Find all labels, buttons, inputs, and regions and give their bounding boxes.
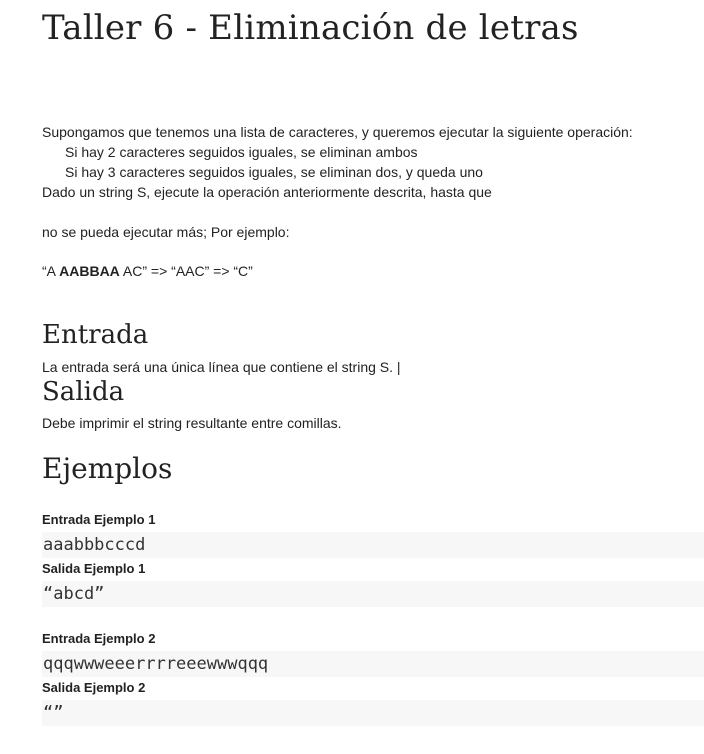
entrada-heading: Entrada bbox=[42, 320, 149, 350]
example-suffix: AC” => “AAC” => “C” bbox=[119, 263, 253, 279]
example-output-code: “” bbox=[42, 700, 704, 726]
example-input-label: Entrada Ejemplo 1 bbox=[42, 512, 156, 527]
example-output-label: Salida Ejemplo 1 bbox=[42, 561, 146, 576]
example-input-code: aaabbbcccd bbox=[42, 532, 704, 558]
ejemplos-heading: Ejemplos bbox=[42, 452, 173, 485]
salida-heading: Salida bbox=[42, 377, 125, 407]
intro-text: Dado un string S, ejecute la operación anteriormente descrita, hasta que bbox=[42, 184, 492, 200]
example-transformation bbox=[42, 262, 253, 280]
example-prefix: “A bbox=[42, 263, 60, 279]
rule-item: Si hay 3 caracteres seguidos iguales, se eliminan dos, y queda uno bbox=[65, 164, 483, 180]
example-input-label: Entrada Ejemplo 2 bbox=[42, 631, 156, 646]
page-title: Taller 6 - Eliminación de letras bbox=[42, 8, 579, 48]
intro-text: no se pueda ejecutar más; Por ejemplo: bbox=[42, 224, 290, 240]
example-output-code: “abcd” bbox=[42, 581, 704, 607]
rule-item: Si hay 2 caracteres seguidos iguales, se eliminan ambos bbox=[65, 144, 418, 160]
example-output-label: Salida Ejemplo 2 bbox=[42, 680, 146, 695]
entrada-text: La entrada será una única línea que contiene el string S. | bbox=[42, 359, 401, 375]
example-input-code: qqqwwweeerrrreeewwwqqq bbox=[42, 651, 704, 677]
salida-text: Debe imprimir el string resultante entre comillas. bbox=[42, 415, 342, 431]
intro-text: Supongamos que tenemos una lista de caracteres, y queremos ejecutar la siguiente operación: bbox=[42, 124, 633, 140]
example-bold-part: AABBAA bbox=[59, 263, 120, 279]
